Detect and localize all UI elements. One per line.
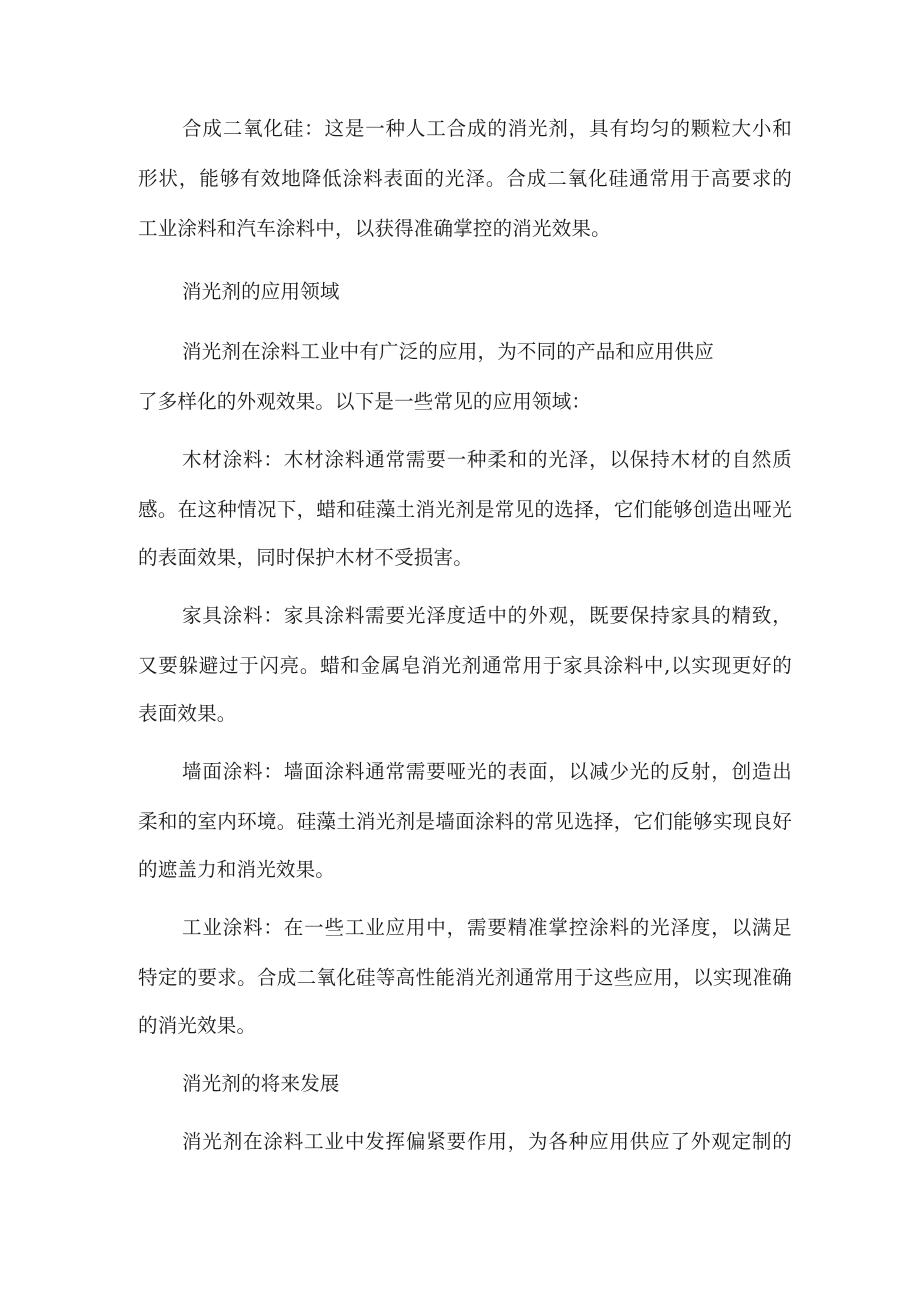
text-line: 家具涂料：家具涂料需要光泽度适中的外观，既要保持家具的精致， <box>182 604 792 627</box>
text-line: 的表面效果，同时保护木材不受损害。 <box>138 546 473 569</box>
section-heading-applications: 消光剂的应用领域 <box>182 280 340 303</box>
text-line: 柔和的室内环境。硅藻土消光剂是墙面涂料的常见选择，它们能够实现良好 <box>138 810 792 833</box>
text-line: 的消光效果。 <box>138 1014 257 1037</box>
text-line: 感。在这种情况下，蜡和硅藻土消光剂是常见的选择，它们能够创造出哑光 <box>138 498 792 521</box>
text-line: 合成二氧化硅：这是一种人工合成的消光剂，具有均匀的颗粒大小和 <box>182 117 792 140</box>
text-line: 形状，能够有效地降低涂料表面的光泽。合成二氧化硅通常用于高要求的 <box>138 167 792 190</box>
text-line: 消光剂在涂料工业中有广泛的应用，为不同的产品和应用供应 <box>182 340 714 363</box>
text-line: 的遮盖力和消光效果。 <box>138 858 336 881</box>
text-line: 工业涂料：在一些工业应用中，需要精准掌控涂料的光泽度，以满足 <box>182 916 792 939</box>
section-heading-future: 消光剂的将来发展 <box>182 1072 340 1095</box>
text-line: 消光剂在涂料工业中发挥偏紧要作用，为各种应用供应了外观定制的 <box>182 1130 792 1153</box>
text-line: 了多样化的外观效果。以下是一些常见的应用领域： <box>138 390 592 413</box>
text-line: 又要躲避过于闪亮。蜡和金属皂消光剂通常用于家具涂料中,以实现更好的 <box>138 654 792 677</box>
text-line: 特定的要求。合成二氧化硅等高性能消光剂通常用于这些应用，以实现准确 <box>138 966 792 989</box>
text-line: 墙面涂料：墙面涂料通常需要哑光的表面，以减少光的反射，创造出 <box>182 760 792 783</box>
text-line: 木材涂料：木材涂料通常需要一种柔和的光泽，以保持木材的自然质 <box>182 448 792 471</box>
text-line: 工业涂料和汽车涂料中，以获得准确掌控的消光效果。 <box>138 217 611 240</box>
text-line: 表面效果。 <box>138 702 237 725</box>
